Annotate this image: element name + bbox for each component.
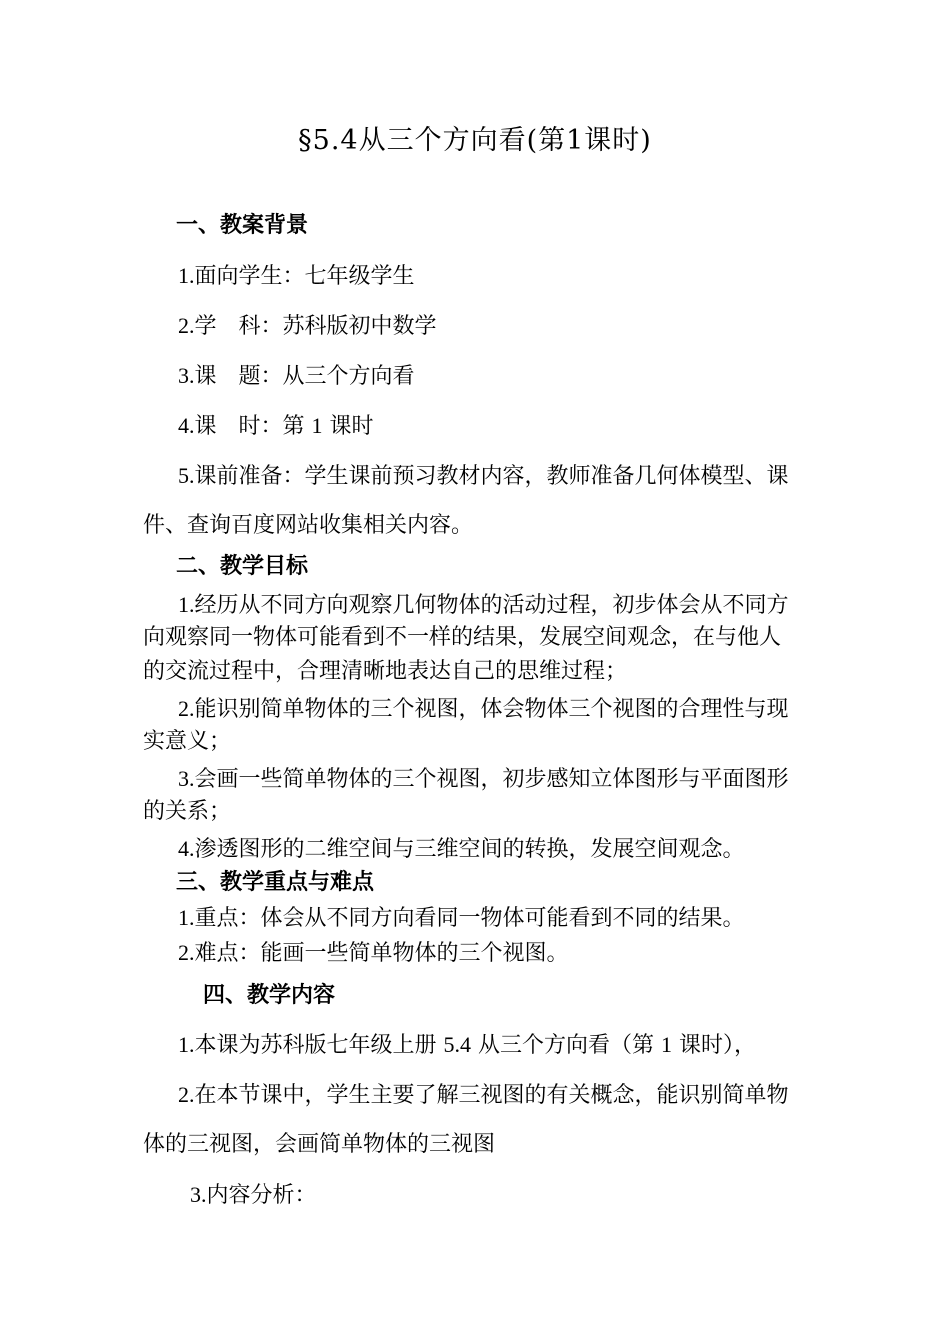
list-item-continuation: 件、查询百度网站收集相关内容。 bbox=[143, 513, 474, 538]
item-text-number: 1 bbox=[661, 1032, 672, 1057]
list-item bbox=[178, 312, 437, 341]
item-number: 3. bbox=[178, 363, 195, 388]
list-item bbox=[178, 262, 415, 291]
item-text-number: 5.4 bbox=[443, 1032, 471, 1057]
item-number: 1. bbox=[178, 1032, 195, 1057]
item-number: 2. bbox=[178, 313, 195, 338]
item-number: 1. bbox=[178, 905, 195, 930]
section-heading-1: 一、教案背景 bbox=[176, 213, 309, 238]
section-heading-2: 二、教学目标 bbox=[176, 554, 309, 579]
item-text: 渗透图形的二维空间与三维空间的转换，发展空间观念。 bbox=[194, 837, 745, 862]
item-text: 内容分析： bbox=[206, 1183, 317, 1208]
item-number: 4. bbox=[178, 836, 195, 861]
item-number: 2. bbox=[178, 696, 195, 721]
list-item-continuation: 实意义； bbox=[143, 729, 232, 754]
item-text: 重点：体会从不同方向看同一物体可能看到不同的结果。 bbox=[194, 906, 745, 931]
list-item bbox=[178, 904, 745, 933]
item-number: 2. bbox=[178, 940, 195, 965]
item-number: 1. bbox=[178, 263, 195, 288]
item-text: 课时 bbox=[322, 414, 374, 439]
item-number: 2. bbox=[178, 1082, 195, 1107]
list-item-continuation: 的交流过程中，合理清晰地表达自己的思维过程； bbox=[143, 659, 628, 684]
item-number: 5. bbox=[178, 463, 195, 488]
item-text: 难点：能画一些简单物体的三个视图。 bbox=[194, 941, 569, 966]
item-number: 1. bbox=[178, 592, 195, 617]
list-item-continuation: 的关系； bbox=[143, 799, 232, 824]
list-item-continuation: 向观察同一物体可能看到不一样的结果，发展空间观念，在与他人 bbox=[143, 625, 782, 650]
list-item bbox=[178, 939, 569, 968]
list-item bbox=[178, 412, 374, 441]
item-text: 课 题：从三个方向看 bbox=[194, 364, 415, 389]
item-text: 课 时：第 bbox=[194, 414, 312, 439]
item-text: 面向学生：七年级学生 bbox=[194, 264, 415, 289]
item-text: 从三个方向看（第 bbox=[471, 1033, 661, 1058]
list-item bbox=[178, 765, 789, 794]
item-text: 能识别简单物体的三个视图，体会物体三个视图的合理性与现 bbox=[194, 697, 789, 722]
item-number: 3. bbox=[190, 1182, 207, 1207]
item-text: 在本节课中，学生主要了解三视图的有关概念，能识别简单物 bbox=[194, 1083, 789, 1108]
list-item bbox=[178, 591, 789, 620]
item-text: 课前准备：学生课前预习教材内容，教师准备几何体模型、课 bbox=[194, 464, 789, 489]
list-item bbox=[178, 695, 789, 724]
item-text-number: 1 bbox=[311, 413, 323, 438]
list-item bbox=[178, 1081, 789, 1110]
item-number: 4. bbox=[178, 413, 195, 438]
list-item bbox=[178, 835, 745, 864]
item-text: 本课为苏科版七年级上册 bbox=[194, 1033, 444, 1058]
list-item bbox=[178, 462, 789, 491]
item-text: 经历从不同方向观察几何物体的活动过程，初步体会从不同方 bbox=[194, 593, 789, 618]
section-heading-4: 四、教学内容 bbox=[203, 983, 336, 1008]
list-item bbox=[190, 1181, 317, 1210]
item-number: 3. bbox=[178, 766, 195, 791]
item-text: 学 科：苏科版初中数学 bbox=[194, 314, 437, 339]
list-item-continuation: 体的三视图，会画简单物体的三视图 bbox=[143, 1132, 496, 1157]
list-item bbox=[178, 1031, 756, 1060]
item-text: 会画一些简单物体的三个视图，初步感知立体图形与平面图形 bbox=[194, 767, 789, 792]
page-title: §5.4从三个方向看(第1课时) bbox=[298, 125, 652, 156]
list-item bbox=[178, 362, 415, 391]
item-text: 课时）， bbox=[672, 1033, 756, 1058]
section-heading-3: 三、教学重点与难点 bbox=[176, 870, 375, 895]
